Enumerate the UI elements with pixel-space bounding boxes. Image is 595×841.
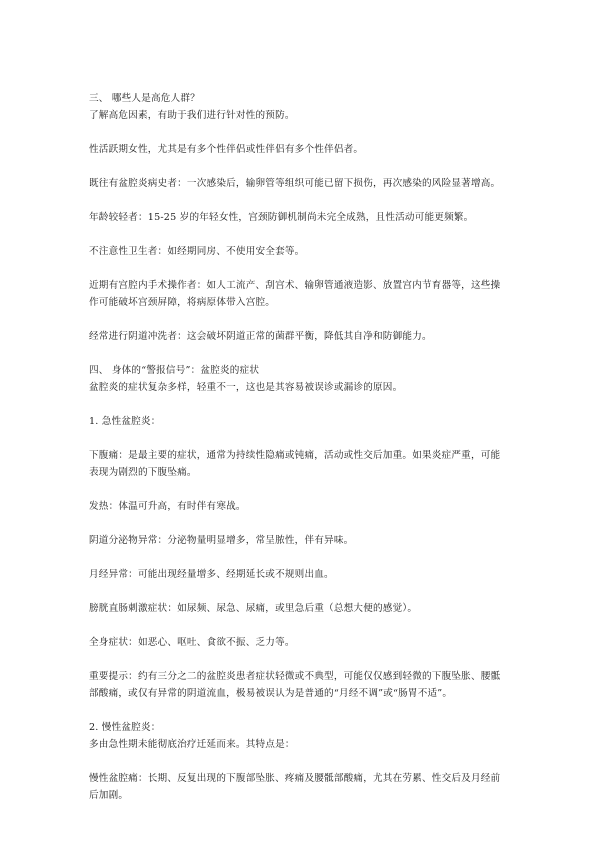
chronic-item: 慢性盆腔痛：长期、反复出现的下腹部坠胀、疼痛及腰骶部酸痛，尤其在劳累、性交后及月经前后加剧。: [89, 773, 501, 801]
acute-heading: 1. 急性盆腔炎：: [89, 416, 161, 427]
symptom-item: 全身症状：如恶心、呕吐、食欲不振、乏力等。: [89, 637, 295, 648]
risk-item: 经常进行阴道冲洗者：这会破坏阴道正常的菌群平衡，降低其自净和防御能力。: [89, 331, 432, 342]
section4-heading: 四、 身体的“警报信号”：盆腔炎的症状: [89, 365, 260, 376]
section3-intro: 了解高危因素，有助于我们进行针对性的预防。: [89, 110, 295, 121]
risk-item: 不注意性卫生者：如经期同房、不使用安全套等。: [89, 246, 305, 257]
risk-item: 性活跃期女性，尤其是有多个性伴侣或性伴侣有多个性伴侣者。: [89, 144, 364, 155]
document-page: [89, 90, 509, 804]
symptom-item: 阴道分泌物异常：分泌物量明显增多，常呈脓性，伴有异味。: [89, 535, 354, 546]
symptom-item: 膀胱直肠刺激症状：如尿频、尿急、尿痛，或里急后重（总想大便的感觉）。: [89, 603, 418, 614]
section4-intro: 盆腔炎的症状复杂多样，轻重不一，这也是其容易被误诊或漏诊的原因。: [89, 382, 403, 393]
risk-item: 既往有盆腔炎病史者：一次感染后，输卵管等组织可能已留下损伤，再次感染的风险显著增高。: [89, 178, 501, 189]
chronic-heading: 2. 慢性盆腔炎：: [89, 722, 161, 733]
chronic-intro: 多由急性期未能彻底治疗迁延而来。其特点是：: [89, 739, 295, 750]
symptom-item: 发热：体温可升高，有时伴有寒战。: [89, 501, 246, 512]
risk-item: 近期有宫腔内手术操作者：如人工流产、刮宫术、输卵管通液造影、放置宫内节育器等，这些操作可能破坏宫颈屏障，将病原体带入宫腔。: [89, 280, 501, 308]
important-note: 重要提示：约有三分之二的盆腔炎患者症状轻微或不典型，可能仅仅感到轻微的下腹坠胀、腰骶部酸痛，或仅有异常的阴道流血，极易被误认为是普通的“月经不调”或“肠胃不适”。: [89, 671, 501, 699]
symptom-item: 月经异常：可能出现经量增多、经期延长或不规则出血。: [89, 569, 334, 580]
symptom-item: 下腹痛：是最主要的症状，通常为持续性隐痛或钝痛，活动或性交后加重。如果炎症严重，可能表现为剧烈的下腹坠痛。: [89, 450, 501, 478]
risk-item: 年龄较轻者：15-25 岁的年轻女性，宫颈防御机制尚未完全成熟，且性活动可能更频繁。: [89, 212, 474, 223]
section3-heading: 三、 哪些人是高危人群？: [89, 93, 200, 104]
